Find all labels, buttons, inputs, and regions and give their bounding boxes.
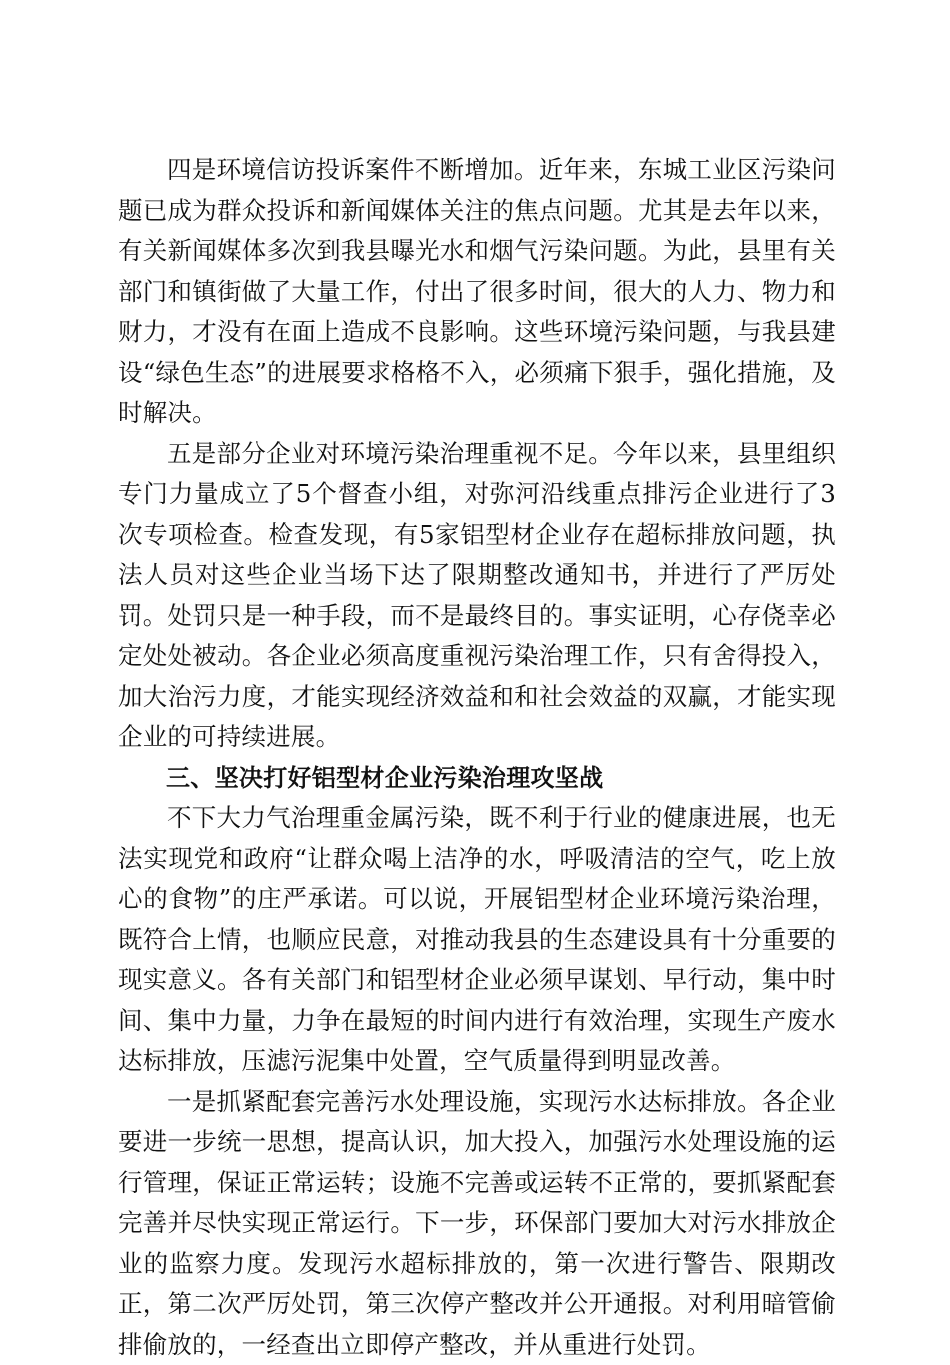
- paragraph-enterprise-neglect: 五是部分企业对环境污染治理重视不足。今年以来，县里组织专门力量成立了5个督查小组，对弥河沿线重点排污企业进行了3次专项检查。检查发现，有5家铝型材企业存在超标排放问题，执法人员对这些企业当场下达了限期整改通知书，并进行了严厉处罚。处罚只是一种手段，而不是最终目的。事实证明，心存侥幸必定处处被动。各企业必须高度重视污染治理工作，只有舍得投入，加大治污力度，才能实现经济效益和和社会效益的双赢，才能实现企业的可持续进展。: [118, 434, 836, 758]
- paragraph-complaints: 四是环境信访投诉案件不断增加。近年来，东城工业区污染问题已成为群众投诉和新闻媒体关注的焦点问题。尤其是去年以来，有关新闻媒体多次到我县曝光水和烟气污染问题。为此，县里有关部门和镇街做了大量工作，付出了很多时间，很大的人力、物力和财力，才没有在面上造成不良影响。这些环境污染问题，与我县建设“绿色生态”的进展要求格格不入，必须痛下狠手，强化措施，及时解决。: [118, 150, 836, 434]
- paragraph-pollution-control: 不下大力气治理重金属污染，既不利于行业的健康进展，也无法实现党和政府“让群众喝上洁净的水，呼吸清洁的空气，吃上放心的食物”的庄严承诺。可以说，开展铝型材企业环境污染治理，既符合上情，也顺应民意，对推动我县的生态建设具有十分重要的现实意义。各有关部门和铝型材企业必须早谋划、早行动，集中时间、集中力量，力争在最短的时间内进行有效治理，实现生产废水达标排放，压滤污泥集中处置，空气质量得到明显改善。: [118, 798, 836, 1082]
- document-body: [118, 150, 836, 1365]
- paragraph-wastewater-facilities: 一是抓紧配套完善污水处理设施，实现污水达标排放。各企业要进一步统一思想，提高认识，加大投入，加强污水处理设施的运行管理，保证正常运转；设施不完善或运转不正常的，要抓紧配套完善并尽快实现正常运行。下一步，环保部门要加大对污水排放企业的监察力度。发现污水超标排放的，第一次进行警告、限期改正，第二次严厉处罚，第三次停产整改并公开通报。对利用暗管偷排偷放的，一经查出立即停产整改，并从重进行处罚。: [118, 1082, 836, 1365]
- section-heading-three: 三、坚决打好铝型材企业污染治理攻坚战: [118, 758, 836, 799]
